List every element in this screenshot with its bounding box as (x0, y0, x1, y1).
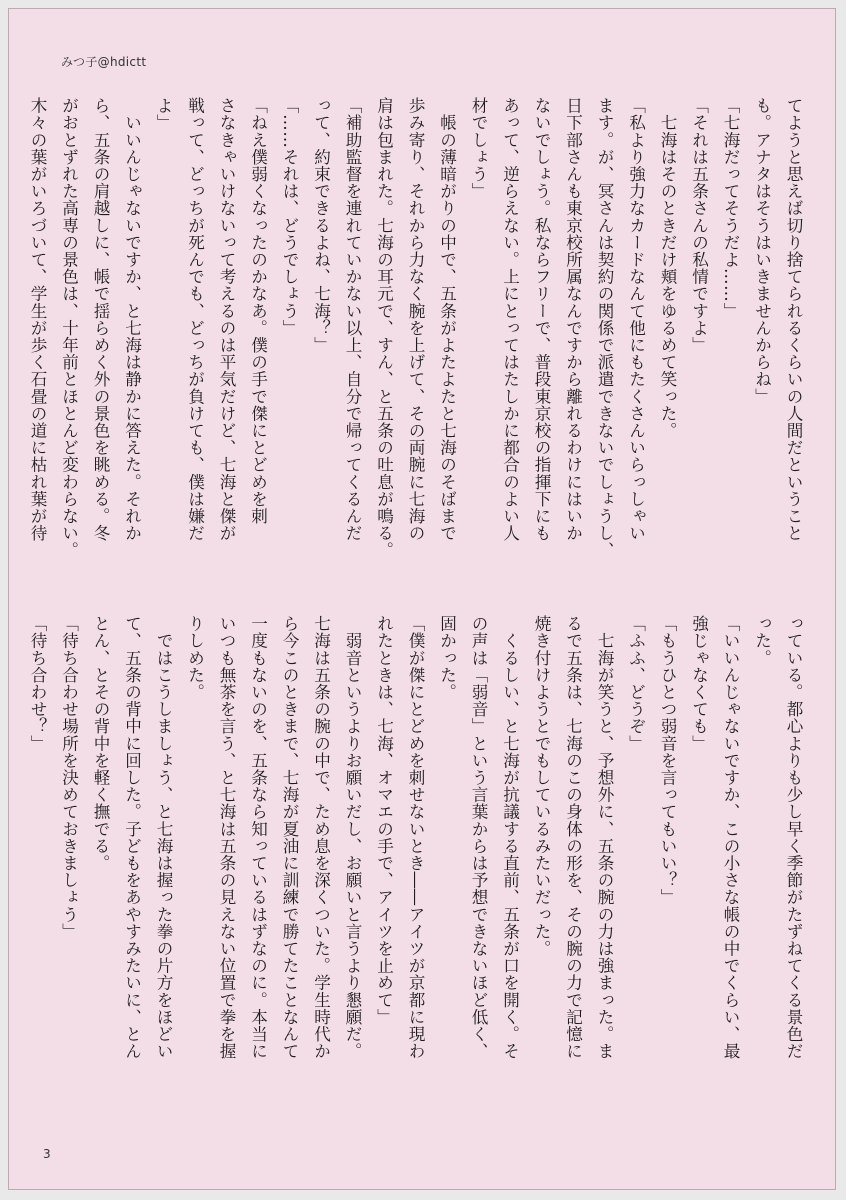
manuscript-page (8, 8, 836, 1190)
text-line: 固かった。 (437, 615, 457, 701)
text-line: 木々の葉がいろづいて、学生が歩く石畳の道に枯れ葉が待 (28, 97, 47, 542)
text-line: ないでしょう。私ならフリーで、普段東京校の指揮下にも (532, 97, 551, 542)
text-line: 「待ち合わせ？」 (28, 615, 47, 752)
text-line: 「僕が傑にとどめを刺せないとき――アイツが京都に現わ (406, 615, 425, 1060)
text-line: 「待ち合わせ場所を決めておきましょう」 (59, 615, 79, 940)
text-block-lower (22, 615, 810, 1110)
text-line: っている。都心よりも少し早く季節がたずねてくる景色だ (784, 615, 803, 1060)
text-line: 一度もないのを、五条なら知っているはずなのに。本当に (248, 615, 268, 1060)
text-line: 肩は包まれた。七海の耳元で、すん、と五条の吐息が鳴る。 (374, 97, 394, 559)
text-line: も。アナタはそうはいきませんからね」 (752, 97, 772, 405)
text-line: の声は「弱音」という言葉からは予想できないほど低く、 (469, 615, 488, 1060)
text-line: 「……それは、どうでしょう」 (280, 97, 299, 337)
text-line: とん、とその背中を軽く撫でる。 (91, 615, 110, 872)
text-line: いつも無茶を言う、と七海は五条の見えない位置で拳を握 (217, 615, 236, 1060)
text-line: 焼き付けようとでもしているみたいだった。 (532, 615, 551, 957)
page-number: 3 (43, 1147, 51, 1161)
text-line: 七海は五条の腕の中で、ため息を深くついた。学生時代か (311, 615, 331, 1060)
text-line: 「私より強力なカードなんて他にもたくさんいらっしゃい (626, 97, 646, 542)
text-line: 「七海だってそうだよ……」 (721, 97, 740, 320)
text-line: 材でしょう」 (469, 97, 488, 200)
text-line: さなきゃいけないって考えるのは平気だけど、七海と傑が (217, 97, 236, 542)
text-line: よ」 (154, 97, 173, 132)
text-line: って、約束できるよね、七海？」 (311, 97, 331, 354)
text-line: ら、五条の肩越しに、帳で揺らめく外の景色を眺める。冬 (91, 97, 110, 542)
text-line: 「補助監督を連れていかない以上、自分で帰ってくるんだ (343, 97, 362, 542)
text-line: くるしい、と七海が抗議する直前、五条が口を開く。そ (500, 615, 520, 1060)
text-line: 七海はそのときだけ頬をゆるめて笑った。 (658, 97, 677, 439)
text-line: ら今このときまで、七海が夏油に訓練で勝てたことなんて (280, 615, 299, 1060)
text-line: 「それは五条さんの私情ですよ」 (689, 97, 709, 354)
text-line: いいんじゃないですか、と七海は静かに答えた。それか (122, 97, 142, 542)
text-line: 七海が笑うと、予想外に、五条の腕の力は強まった。ま (595, 615, 614, 1060)
text-line: れたときは、七海、オマエの手で、アイツを止めて」 (374, 615, 394, 1026)
text-line: 戦って、どっちが死んでも、どっちが負けても、僕は嫌だ (185, 97, 205, 542)
text-line: 「ねえ僕弱くなったのかなあ。僕の手で傑にとどめを刺 (248, 97, 268, 525)
author-credit: みつ子@hdictt (61, 55, 147, 69)
text-line: 日下部さんも東京校所属なんですから離れるわけにはいか (563, 97, 583, 542)
text-line: りしめた。 (185, 615, 205, 701)
text-line: るで五条は、七海のこの身体の形を、その腕の力で記憶に (563, 615, 583, 1060)
text-line: 歩み寄り、それから力なく腕を上げて、その両腕に七海の (406, 97, 425, 542)
text-line: 「ふふ、どうぞ」 (626, 615, 646, 752)
text-line: てようと思えば切り捨てられるくらいの人間だということ (784, 97, 803, 542)
text-line: あって、逆らえない。上にとってはたしかに都合のよい人 (500, 97, 520, 542)
text-block-upper (22, 97, 810, 592)
text-line: 「もうひとつ弱音を言ってもいい？」 (658, 615, 677, 906)
text-line: 強じゃなくても」 (689, 615, 709, 752)
text-line: 帳の薄暗がりの中で、五条がよたよたと七海のそばまで (437, 97, 457, 542)
text-line: がおとずれた高専の景色は、十年前とほとんど変わらない。 (59, 97, 79, 559)
text-line: 弱音というよりお願いだし、お願いと言うより懇願だ。 (343, 615, 362, 1060)
text-line: て、五条の背中に回した。子どもをあやすみたいに、とん (122, 615, 142, 1060)
text-line: 「いいんじゃないですか、この小さな帳の中でくらい、最 (721, 615, 740, 1060)
text-line: ではこうしましょう、と七海は握った拳の片方をほどい (154, 615, 173, 1060)
text-line: った。 (752, 615, 772, 667)
text-line: ます。が、冥さんは契約の関係で派遣できないでしょうし、 (595, 97, 614, 559)
